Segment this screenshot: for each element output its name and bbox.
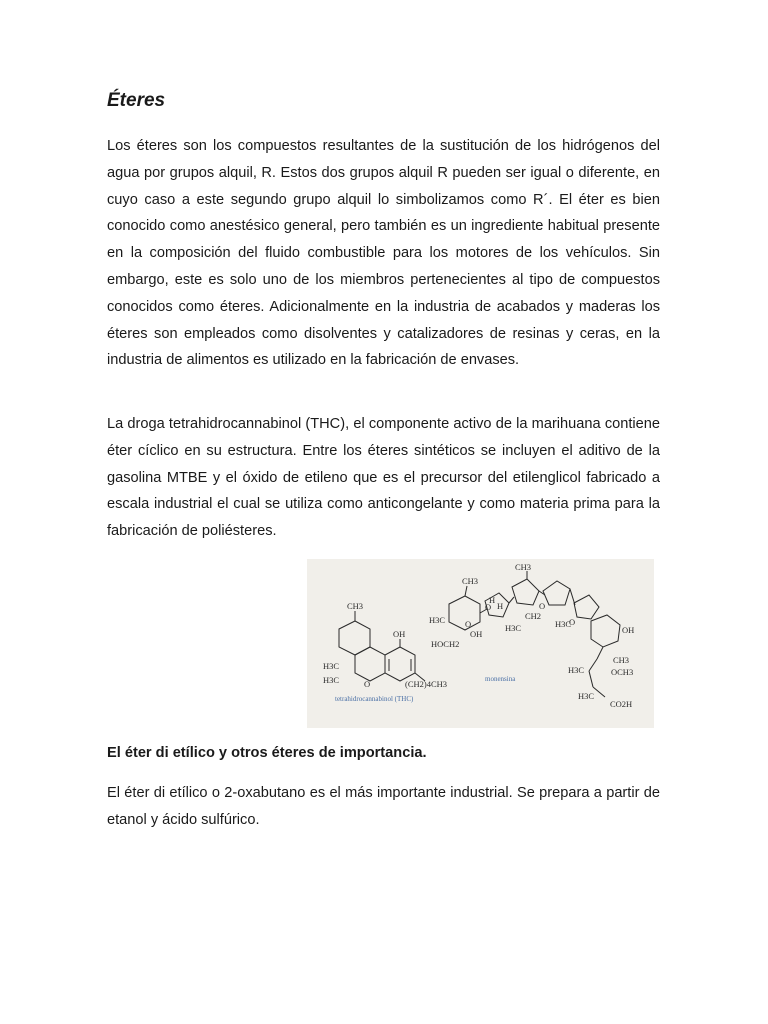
paragraph-thc: La droga tetrahidrocannabinol (THC), el componente activo de la marihuana contiene éter cíclico en su estructura. Entre los éteres sintéticos se incluyen el aditivo de la gasolina MTBE y el óxido de etileno que es el precursor del etilenglicol fabricado a escala industrial el cual se utiliza como anticongelante y como materia prima para la fabricación de poliésteres. <box>107 416 660 540</box>
monensin-bond-ch3-a <box>465 586 467 596</box>
monensin-link-8 <box>593 687 605 697</box>
thc-label-h3c-1: H3C <box>323 661 340 671</box>
monensin-label-ch3-c: CH3 <box>613 655 630 665</box>
monensin-label-o-c: O <box>539 601 546 611</box>
monensin-label-co2h: CO2H <box>610 699 633 709</box>
page-title: Éteres <box>107 90 166 111</box>
monensin-label-h3c-c: H3C <box>555 619 572 629</box>
thc-caption: tetrahidrocannabinol (THC) <box>335 695 414 703</box>
monensin-label-ch2: CH2 <box>525 611 542 621</box>
thc-ring-2 <box>355 647 385 681</box>
monensin-ring-e <box>574 595 599 619</box>
monensin-label-h-b: H <box>497 601 504 611</box>
monensin-label-hoch2: HOCH2 <box>431 639 460 649</box>
thc-label-chain: (CH2)4CH3 <box>405 679 448 689</box>
monensin-label-oh-a: OH <box>470 629 483 639</box>
thc-label-o: O <box>364 679 371 689</box>
monensin-link-7 <box>589 671 593 687</box>
monensin-caption: monensina <box>485 675 516 683</box>
monensin-link-5 <box>597 647 603 659</box>
monensin-label-och3: OCH3 <box>611 667 634 677</box>
monensin-label-o-d: O <box>569 617 576 627</box>
paragraph-diethyl-ether: El éter di etílico o 2-oxabutano es el más importante industrial. Se prepara a partir de etanol y ácido sulfúrico. <box>107 785 660 828</box>
monensin-link-2 <box>509 597 514 603</box>
monensin-label-ch3-b: CH3 <box>515 562 532 572</box>
structures-svg <box>307 559 654 728</box>
paragraph-intro: Los éteres son los compuestos resultantes de la sustitución de los hidrógenos del agua por grupos alquil, R. Estos dos grupos alquil R pueden ser igual o diferente, en cuyo caso a este segundo grupo alquil lo simbolizamos como R´. El éter es bien conocido como anestésico general, pero también es un ingrediente habitual presente en la composición del fluido combustible para los motores de los vehículos. Sin embargo, este es solo uno de los miembros pertenecientes al tipo de compuestos conocidos como éteres. Adicionalmente en la industria de acabados y maderas los éteres son empleados como disolventes y catalizadores de resinas y ceras, en la industria de alimentos es utilizado en la fabricación de envases. <box>107 138 660 369</box>
chemical-structures-figure <box>307 559 654 728</box>
monensin-label-o-a: O <box>465 619 472 629</box>
thc-label-oh: OH <box>393 629 406 639</box>
thc-label-h3c-2: H3C <box>323 675 340 685</box>
monensin-label-ch3-a: CH3 <box>462 576 479 586</box>
monensin-label-h3c-e: H3C <box>578 691 595 701</box>
monensin-label-h-a: H <box>489 595 496 605</box>
monensin-ring-c <box>512 579 539 605</box>
monensin-label-oh-b: OH <box>622 625 635 635</box>
monensin-label-o-b: O <box>485 602 492 612</box>
monensin-ring-f <box>591 615 620 647</box>
section-subheading: El éter di etílico y otros éteres de importancia. <box>107 745 427 761</box>
thc-structure <box>339 611 425 681</box>
monensin-label-h3c-a: H3C <box>429 615 446 625</box>
monensin-link-6 <box>589 659 597 671</box>
monensin-label-h3c-b: H3C <box>505 623 522 633</box>
monensin-ring-d <box>543 581 570 605</box>
monensin-link-4 <box>570 589 575 605</box>
monensin-label-h3c-d: H3C <box>568 665 585 675</box>
thc-label-ch3: CH3 <box>347 601 364 611</box>
